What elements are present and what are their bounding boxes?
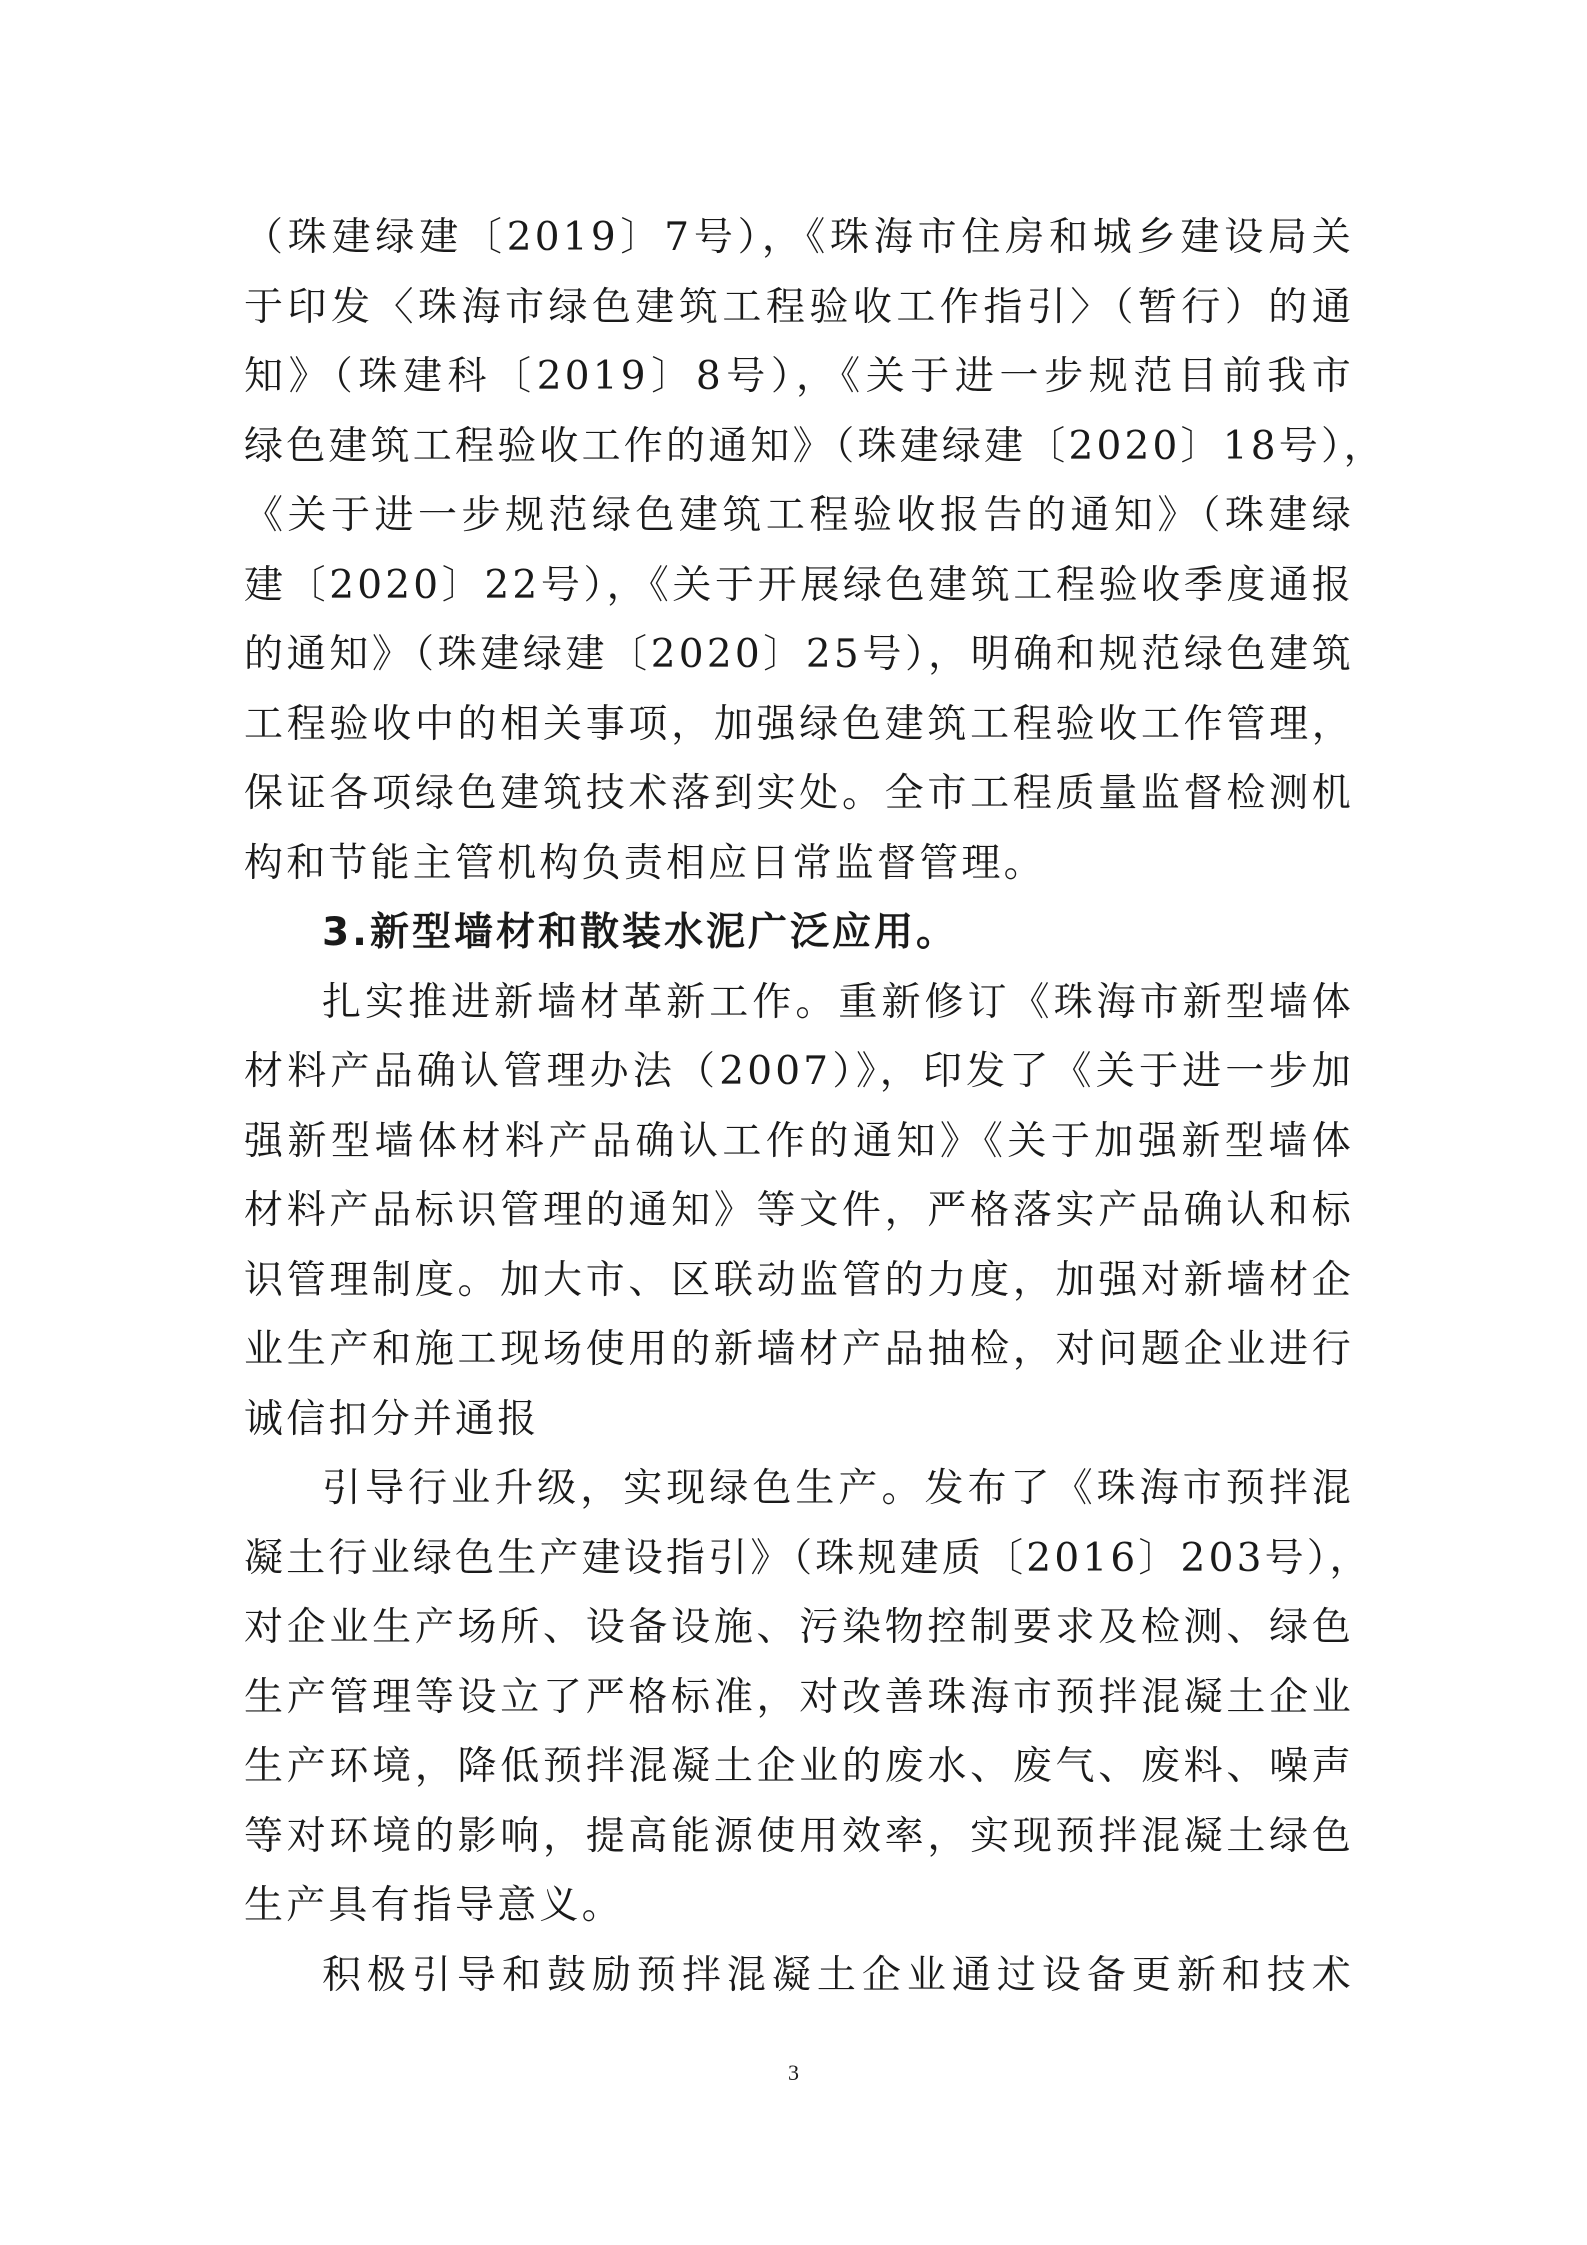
- text-line: 等对环境的影响，提高能源使用效率，实现预拌混凝土绿色: [244, 1813, 1354, 1859]
- text-line: 材料产品确认管理办法（2007）》，印发了《关于进一步加: [244, 1049, 1354, 1094]
- text-line: 诚信扣分并通报: [244, 1396, 540, 1442]
- text-line: 识管理制度。加大市、区联动监管的力度，加强对新墙材企: [244, 1257, 1354, 1303]
- text-line: 知》（珠建科〔2019〕8号），《关于进一步规范目前我市: [244, 354, 1354, 399]
- section-heading: 3.新型墙材和散装水泥广泛应用。: [322, 910, 958, 955]
- text-line: 生产管理等设立了严格标准，对改善珠海市预拌混凝土企业: [244, 1674, 1354, 1720]
- body-text: [244, 203, 1386, 2010]
- text-line: 生产具有指导意义。: [244, 1883, 624, 1928]
- text-line: 于印发〈珠海市绿色建筑工程验收工作指引〉（暂行）的通: [244, 284, 1354, 330]
- text-line: （珠建绿建〔2019〕7号），《珠海市住房和城乡建设局关: [244, 215, 1354, 260]
- text-line: 工程验收中的相关事项，加强绿色建筑工程验收工作管理，: [244, 701, 1354, 747]
- text-line: 绿色建筑工程验收工作的通知》（珠建绿建〔2020〕18号），: [244, 423, 1386, 469]
- text-line: 凝土行业绿色生产建设指引》（珠规建质〔2016〕203号），: [244, 1535, 1372, 1581]
- text-line: 强新型墙体材料产品确认工作的通知》《关于加强新型墙体: [244, 1118, 1354, 1164]
- text-line: 材料产品标识管理的通知》等文件，严格落实产品确认和标: [244, 1188, 1354, 1233]
- text-line: 引导行业升级，实现绿色生产。发布了《珠海市预拌混: [322, 1466, 1354, 1511]
- text-line: 构和节能主管机构负责相应日常监督管理。: [244, 840, 1046, 886]
- text-line: 积极引导和鼓励预拌混凝土企业通过设备更新和技术: [322, 1952, 1354, 1998]
- text-line: 建〔2020〕22号），《关于开展绿色建筑工程验收季度通报: [244, 562, 1354, 608]
- text-line: 的通知》（珠建绿建〔2020〕25号），明确和规范绿色建筑: [244, 632, 1354, 677]
- text-line: 《关于进一步规范绿色建筑工程验收报告的通知》（珠建绿: [244, 493, 1354, 538]
- page-number: 3: [788, 2060, 799, 2085]
- text-line: 对企业生产场所、设备设施、污染物控制要求及检测、绿色: [244, 1605, 1354, 1650]
- text-line: 业生产和施工现场使用的新墙材产品抽检，对问题企业进行: [244, 1327, 1354, 1372]
- text-line: 扎实推进新墙材革新工作。重新修订《珠海市新型墙体: [322, 979, 1354, 1025]
- text-line: 生产环境，降低预拌混凝土企业的废水、废气、废料、噪声: [244, 1744, 1354, 1789]
- text-line: 保证各项绿色建筑技术落到实处。全市工程质量监督检测机: [244, 771, 1354, 816]
